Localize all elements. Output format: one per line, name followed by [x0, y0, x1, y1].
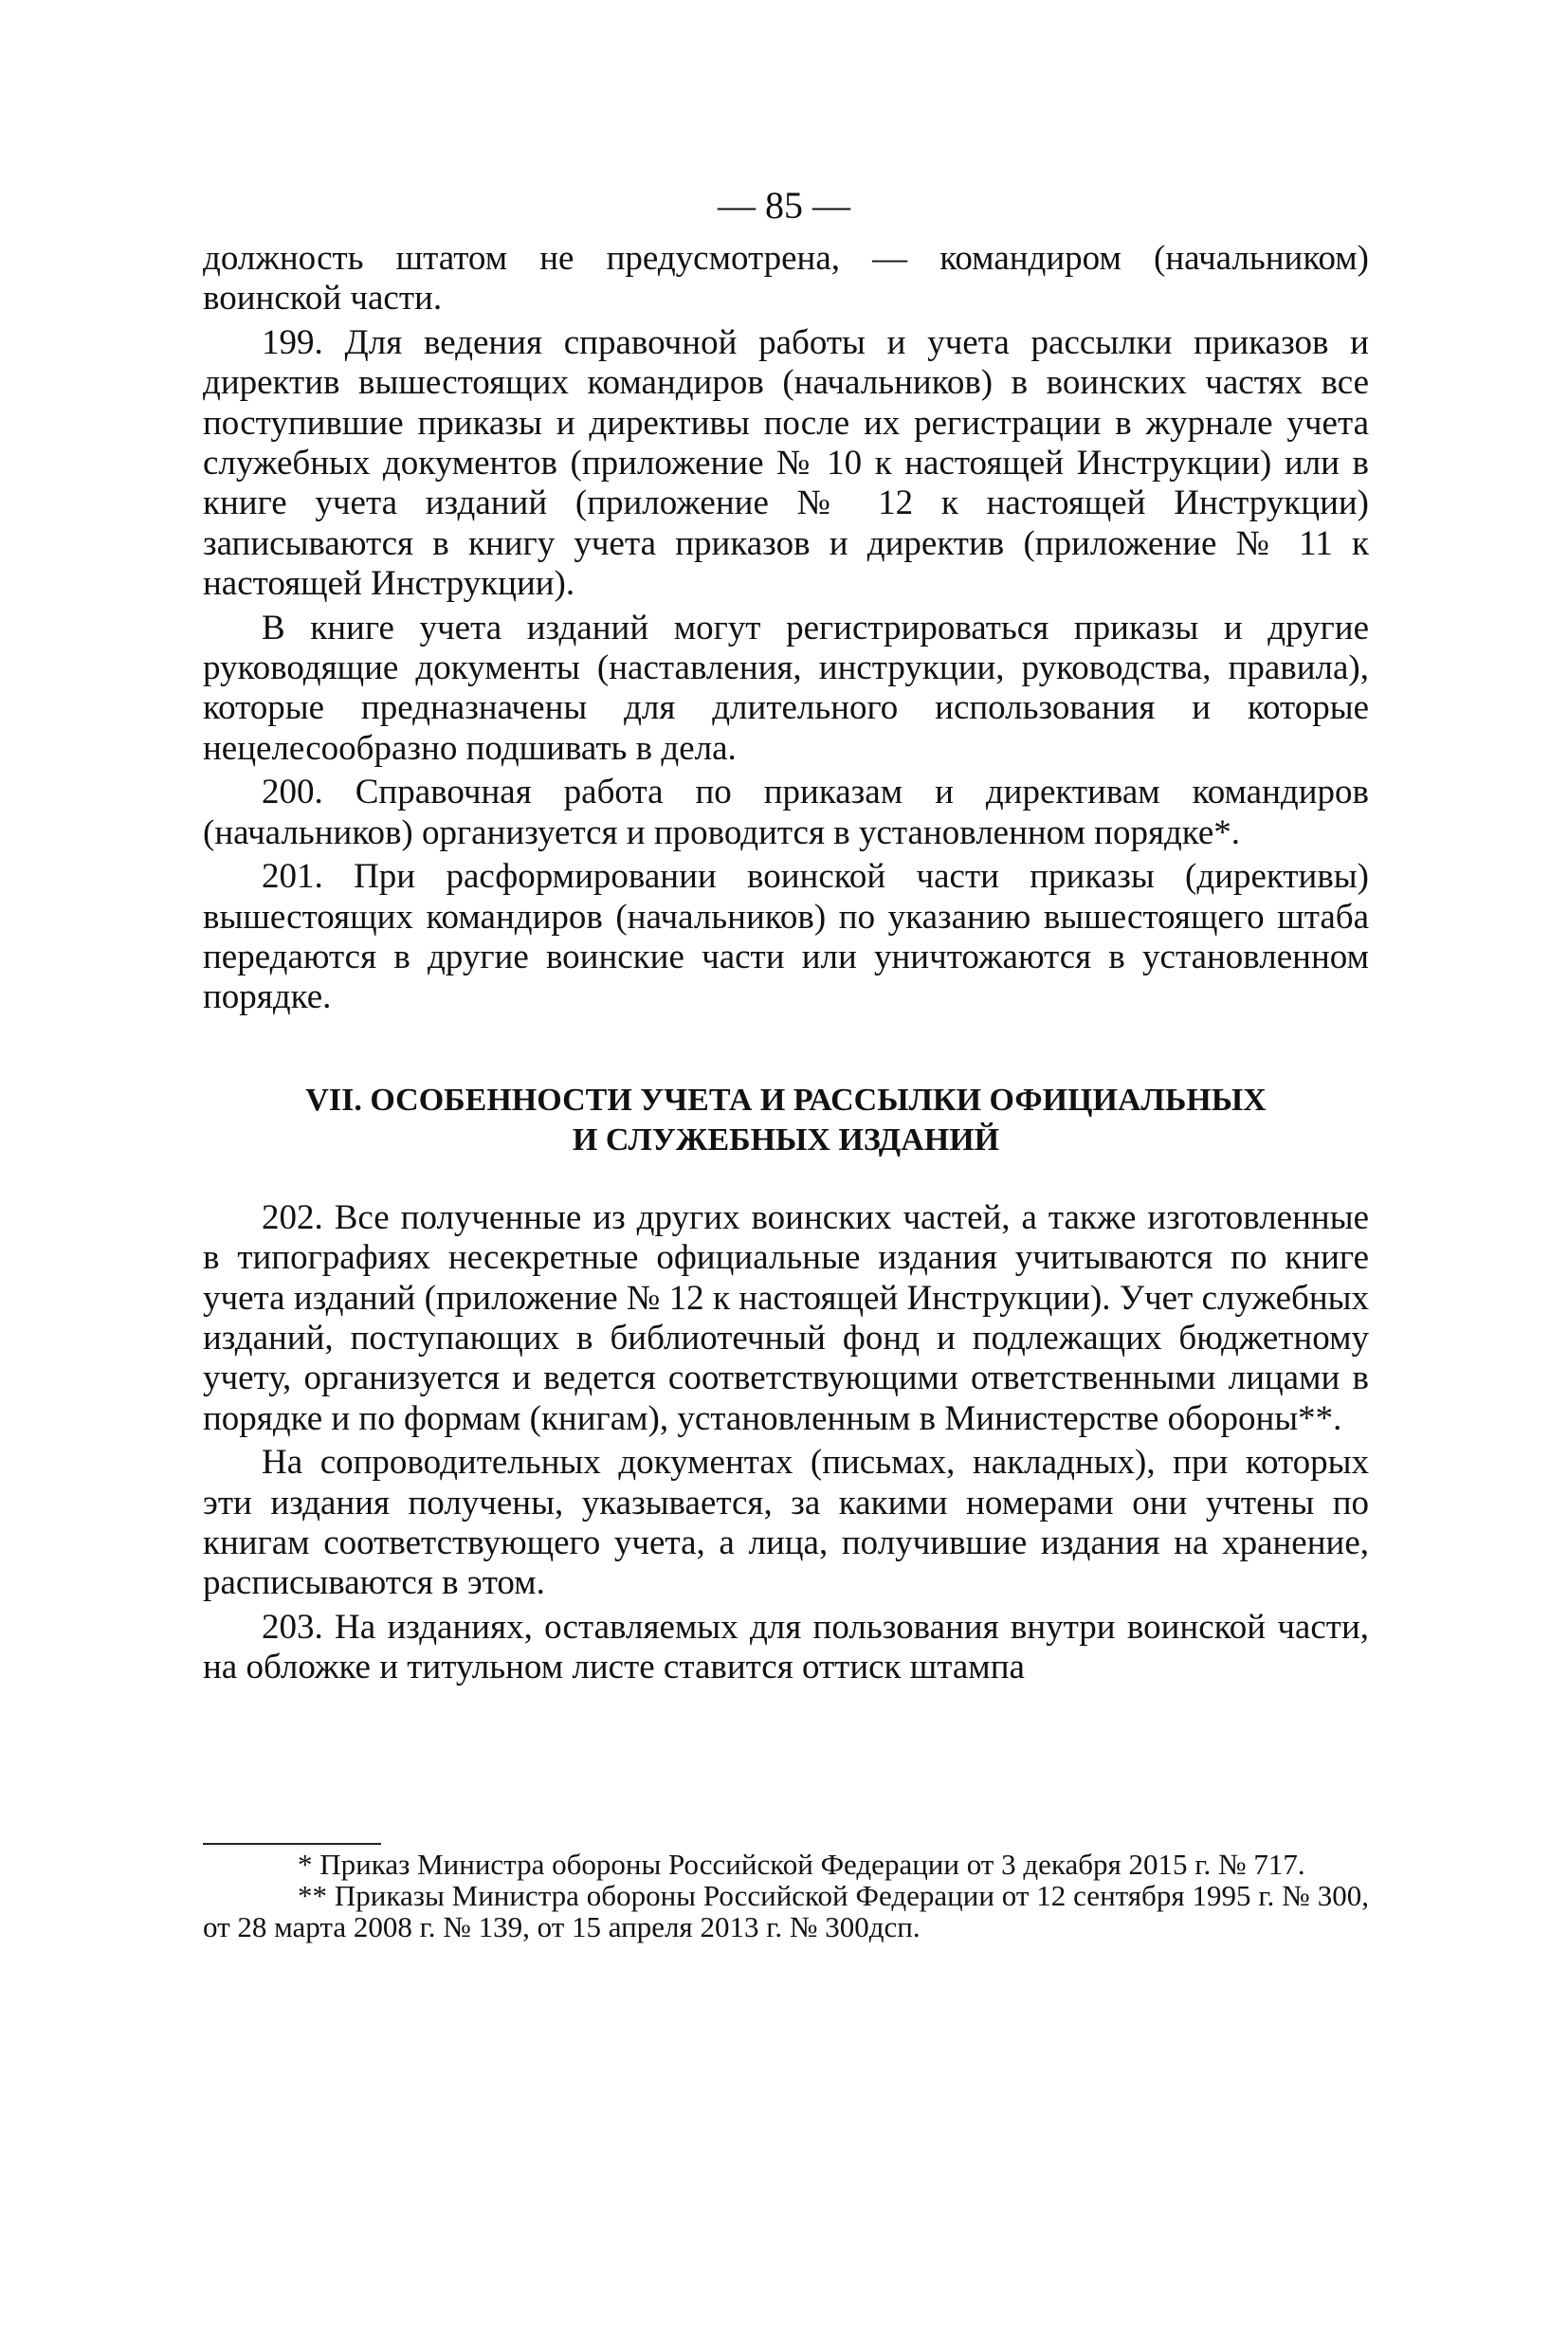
footnote-2: ** Приказы Министра обороны Российской Федерации от 12 сентября 1995 г. № 300, от 28 марта 2008 г. № 139, от 15 апреля 2013 г. № 300дсп.: [203, 1879, 1369, 1943]
paragraph-199-note: В книге учета изданий могут регистрироваться приказы и другие руководящие документы (наставления, инструкции, руководства, правила), которые предназначены для длительного использования и которые нецелесообразно подшивать в дела.: [203, 608, 1369, 768]
paragraph-202-note: На сопроводительных документах (письмах, накладных), при которых эти издания получены, указывается, за какими номерами они учтены по книгам соответствующего учета, а лица, получившие издания на хранение, расписываются в этом.: [203, 1443, 1369, 1603]
paragraph-202: 202. Все полученные из других воинских частей, а также изготовленные в типографиях несекретные официальные издания учитываются по книге учета изданий (приложение № 12 к настоящей Инструкции). Учет служебных изданий, поступающих в библиотечный фонд и подлежащих бюджетному учету, организуется и ведется соответствующими ответственными лицами в порядке и по формам (книгам), установленным в Министерстве обороны**.: [203, 1197, 1369, 1438]
section-heading: [203, 1081, 1369, 1160]
paragraph-203: 203. На изданиях, оставляемых для пользования внутри воинской части, на обложке и титульном листе ставится оттиск штампа: [203, 1607, 1369, 1687]
footnotes: [203, 1849, 1369, 1942]
paragraph-201: 201. При расформировании воинской части приказы (директивы) вышестоящих командиров (начальников) по указанию вышестоящего штаба передаются в другие воинские части или уничтожаются в установленном порядке.: [203, 857, 1369, 1017]
paragraph-200: 200. Справочная работа по приказам и директивам командиров (начальников) организуется и проводится в установленном порядке*.: [203, 773, 1369, 852]
section-heading-line-2: И СЛУЖЕБНЫХ ИЗДАНИЙ: [572, 1121, 1000, 1158]
section-heading-line-1: VII. ОСОБЕННОСТИ УЧЕТА И РАССЫЛКИ ОФИЦИАЛЬНЫХ: [305, 1082, 1267, 1118]
paragraph-199: 199. Для ведения справочной работы и учета рассылки приказов и директив вышестоящих командиров (начальников) в воинских частях все поступившие приказы и директивы после их регистрации в журнале учета служебных документов (приложение № 10 к настоящей Инструкции) или в книге учета изданий (приложение № 12 к настоящей Инструкции) записываются в книгу учета приказов и директив (приложение № 11 к настоящей Инструкции).: [203, 322, 1369, 604]
footnote-1: * Приказ Министра обороны Российской Федерации от 3 декабря 2015 г. № 717.: [298, 1848, 1305, 1881]
paragraph-continuation: должность штатом не предусмотрена, — командиром (начальником) воинской части.: [203, 239, 1369, 319]
page-body: [203, 239, 1369, 1692]
page-number: — 85 —: [718, 184, 850, 227]
footnote-divider: [203, 1843, 381, 1845]
